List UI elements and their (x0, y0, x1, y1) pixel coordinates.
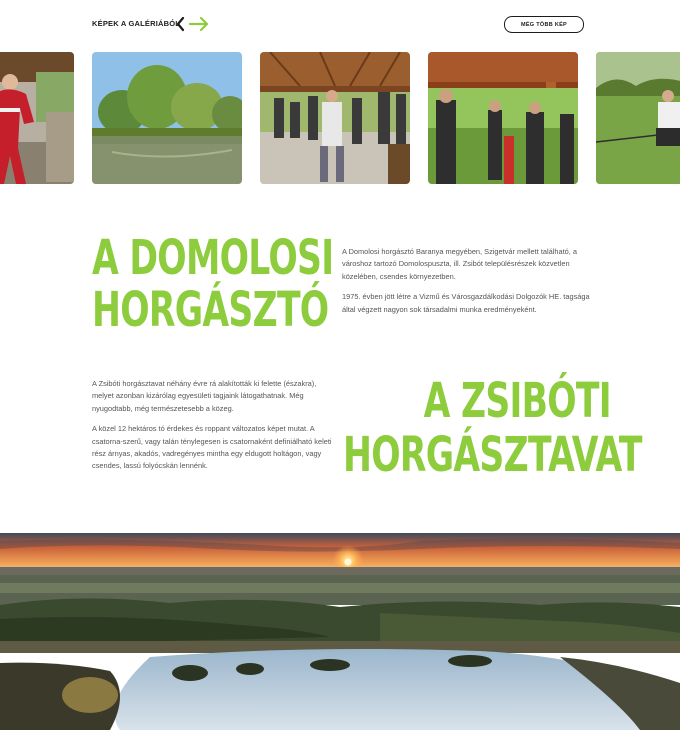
gallery-photo[interactable] (260, 52, 410, 184)
photo-gallery (0, 52, 680, 184)
gallery-title: KÉPEK A GALÉRIÁBÓL (92, 19, 181, 28)
heading-line: HORGÁSZTÓ (92, 282, 329, 338)
paragraph: A közel 12 hektáros tó érdekes és roppant változatos képet mutat. A csatorna-szerű, vagy talán ténylegesen is csatornaként definiálható keleti rész árnyas, akadós, vadregényes mintha egy eldugott holtágon, vagy csendes, lassú folyócskán lennénk. (92, 424, 332, 471)
gallery-header (92, 14, 584, 34)
domolosi-heading (92, 232, 333, 336)
more-photos-button[interactable]: MÉG TÖBB KÉP (504, 16, 584, 33)
gallery-photo[interactable] (428, 52, 578, 184)
paragraph: A Zsibóti horgásztavat néhány évre rá alakították ki felette (északra), melyet azonban kizárólag egyesületi tagjaink látogathatnak. Még nyugodtabb, még természetesebb a közeg. (92, 379, 317, 413)
gallery-photo[interactable] (596, 52, 680, 184)
gallery-photo[interactable] (92, 52, 242, 184)
arrow-right-icon[interactable] (188, 14, 210, 34)
zsiboti-description (92, 378, 332, 481)
sunset-landscape-image (0, 533, 680, 730)
zsiboti-heading (343, 374, 642, 482)
heading-line: HORGÁSZTAVAT (343, 427, 642, 483)
paragraph: A Domolosi horgásztó Baranya megyében, Szigetvár mellett található, a városhoz tartozó Domolospuszta, ill. Zsibót településrészek közvetlen közelében, csendes környezetben. (342, 247, 577, 281)
heading-line: A ZSIBÓTI (423, 373, 611, 429)
paragraph: 1975. évben jött létre a Vizmű és Városgazdálkodási Dolgozók HE. tagsága által végzett nagyon sok társadalmi munka eredményeként. (342, 292, 590, 314)
heading-line: A DOMOLOSI (92, 230, 334, 286)
arrow-left-icon[interactable] (174, 14, 188, 34)
gallery-photo[interactable] (0, 52, 74, 184)
domolosi-description (342, 246, 592, 324)
